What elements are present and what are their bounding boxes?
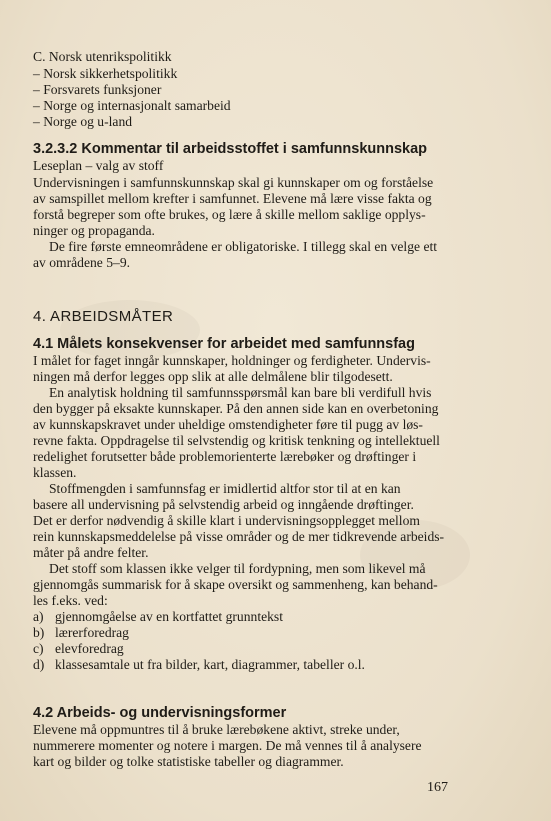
body-line: les f.eks. ved: — [33, 593, 108, 608]
list-item: elevforedrag — [55, 641, 124, 656]
section-42-heading: 4.2 Arbeids- og undervisningsformer — [33, 705, 287, 721]
body-line: av samspillet mellom krefter i samfunnet. Elevene må lære visse fakta og — [33, 191, 432, 206]
body-line: Det er derfor nødvendig å skille klart i undervisningsopplegget mellom — [33, 513, 420, 528]
body-line: basere all undervisning på selvstendig arbeid og inngående drøftinger. — [33, 497, 414, 512]
section-c-item: – Norge og u-land — [33, 114, 133, 129]
body-line: av kunnskapskravet under uheldige omstendigheter føre til pugg av løs- — [33, 417, 423, 432]
list-item: lærerforedrag — [55, 625, 129, 640]
section-c-title: C. Norsk utenrikspolitikk — [33, 49, 172, 64]
body-line: forstå begreper som ofte brukes, og lære å skille mellom saklige opplys- — [33, 207, 426, 222]
chapter-heading: 4. ARBEIDSMÅTER — [33, 308, 174, 325]
body-line: En analytisk holdning til samfunnsspørsmål kan bare bli verdifull hvis — [49, 385, 432, 400]
body-line: rein kunnskapsmeddelelse på visse områder og de mer tidkrevende arbeids- — [33, 529, 445, 544]
section-c-item: – Norge og internasjonalt samarbeid — [33, 98, 231, 113]
body-line: Undervisningen i samfunnskunnskap skal gi kunnskaper om og forståelse — [33, 175, 434, 190]
body-line: klassen. — [33, 465, 77, 480]
body-line: gjennomgås summarisk for å skape oversikt og sammenheng, kan behand- — [33, 577, 438, 592]
list-letter: a) — [33, 609, 44, 624]
body-line: I målet for faget inngår kunnskaper, holdninger og ferdigheter. Undervis- — [33, 353, 431, 368]
section-41-heading: 4.1 Målets konsekvenser for arbeidet med samfunnsfag — [33, 336, 415, 352]
body-line: ninger og propaganda. — [33, 223, 155, 238]
section-3232-heading: 3.2.3.2 Kommentar til arbeidsstoffet i samfunnskunnskap — [33, 141, 428, 157]
body-line: Leseplan – valg av stoff — [33, 158, 164, 173]
list-letter: c) — [33, 641, 44, 656]
body-line: den bygger på eksakte kunnskaper. På den annen side kan en overbetoning — [33, 401, 439, 416]
body-line: redelighet forutsetter både problemorienterte lærebøker og drøftinger i — [33, 449, 417, 464]
page-number: 167 — [427, 780, 448, 795]
body-line: måter på andre felter. — [33, 545, 149, 560]
body-line: revne fakta. Oppdragelse til selvstendig og kritisk tenkning og intellektuell — [33, 433, 440, 448]
body-line: ningen må derfor legges opp slik at alle delmålene blir tilgodesett. — [33, 369, 393, 384]
list-item: gjennomgåelse av en kortfattet grunntekst — [55, 609, 284, 624]
list-letter: b) — [33, 625, 45, 640]
list-letter: d) — [33, 657, 45, 672]
section-c-item: – Forsvarets funksjoner — [33, 82, 162, 97]
body-line: Elevene må oppmuntres til å bruke lærebøkene aktivt, streke under, — [33, 722, 400, 737]
body-line: De fire første emneområdene er obligatoriske. I tillegg skal en velge ett — [49, 239, 438, 254]
section-c-item: – Norsk sikkerhetspolitikk — [33, 66, 178, 81]
body-line: av områdene 5–9. — [33, 255, 131, 270]
body-line: kart og bilder og tolke statistiske tabeller og diagrammer. — [33, 754, 344, 769]
body-line: Stoffmengden i samfunnsfag er imidlertid altfor stor til at en kan — [49, 481, 401, 496]
body-line: nummerere momenter og notere i margen. De må vennes til å analysere — [33, 738, 422, 753]
list-item: klassesamtale ut fra bilder, kart, diagrammer, tabeller o.l. — [55, 657, 365, 672]
body-line: Det stoff som klassen ikke velger til fordypning, men som likevel må — [49, 561, 426, 576]
